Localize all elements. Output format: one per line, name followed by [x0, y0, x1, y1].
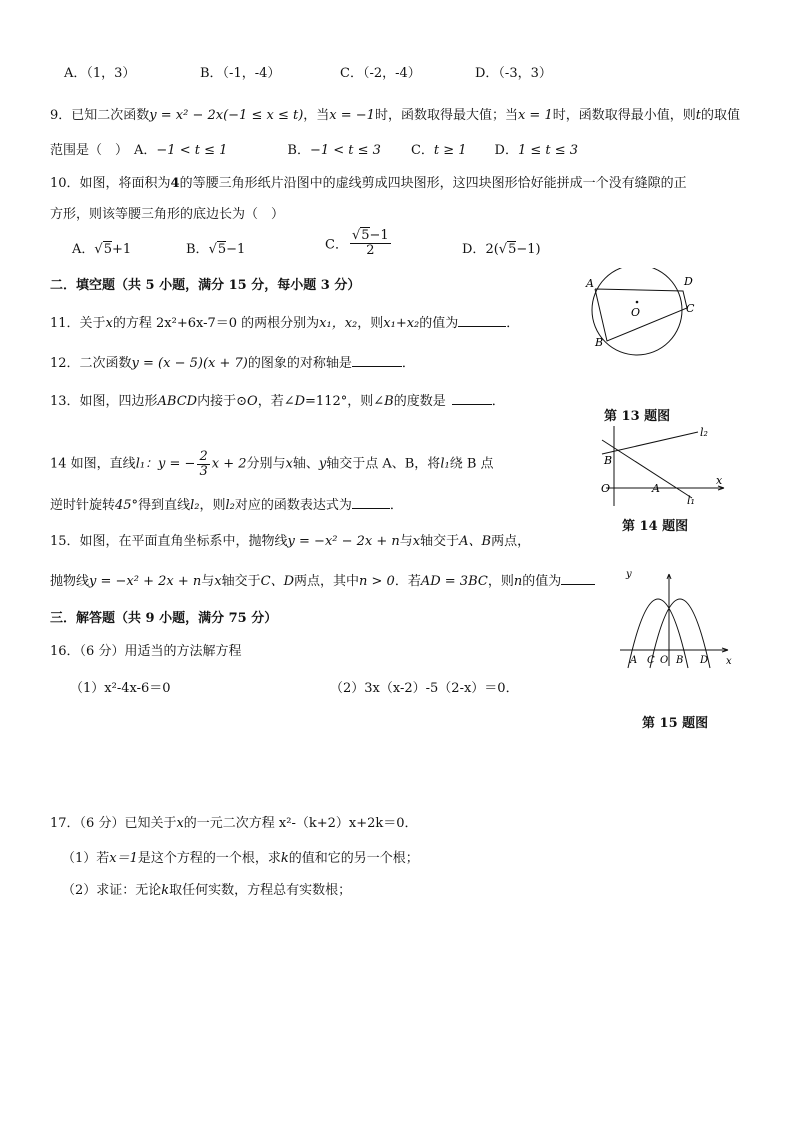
q9-function: y = x² − 2x(−1 ≤ x ≤ t) [149, 108, 304, 123]
q10-option-c-fraction: $\frac{√5-1}{2}$ [351, 228, 389, 258]
q17-text: 取任何实数，方程总有实数根； [169, 883, 352, 898]
q14-text: 绕 B 点 [449, 456, 494, 472]
q10-line2: 方形，则该等腰三角形的底边长为（ ） [50, 207, 285, 222]
q14-line1 [50, 450, 494, 478]
q9-variable: t [695, 108, 701, 123]
q10-option-c-tail: −1 [369, 228, 389, 243]
label-o: O [631, 306, 641, 319]
q15-line2 [50, 570, 595, 589]
q10-option-b: B．√5−1 [186, 242, 246, 257]
q8-option-d: D．（-3，3） [475, 66, 552, 81]
q15-text: 轴交于 [420, 534, 460, 549]
q11-variable: x [105, 316, 113, 331]
label-o: O [601, 482, 611, 495]
q10-option-c [325, 229, 393, 257]
label-d: D [684, 275, 693, 288]
q16-part2: （2）3x（x-2）-5（2-x）＝0． [330, 681, 519, 696]
q14-angle: 45° [115, 498, 139, 513]
q9-option-a-label: A． [134, 143, 157, 158]
figure-15-caption: 第 15 题图 [642, 716, 709, 731]
q11-text: ． [506, 316, 520, 331]
q14-x-axis: x [285, 456, 293, 472]
label-c: C [647, 655, 655, 666]
q10-option-a-label: A． [72, 242, 95, 257]
q11-text: 11．关于 [50, 316, 106, 331]
q16-part1: （1）x²-4x-6＝0 [70, 681, 171, 696]
q17-text: 是这个方程的一个根，求 [137, 851, 281, 866]
figure-13-caption: 第 13 题图 [604, 409, 671, 424]
q10-option-a: A．√5+1 [72, 242, 132, 257]
q9-line2 [50, 139, 578, 158]
q13-text: 13．如图，四边形 [50, 394, 158, 409]
figure-15 [614, 570, 734, 672]
q9-condition: x = −1 [329, 108, 375, 123]
label-b: B [676, 655, 684, 666]
q17-condition: x＝1 [109, 851, 138, 866]
q9-text: ，当 [303, 108, 330, 123]
line-l1 [602, 440, 692, 498]
q10-option-b-tail: −1 [226, 242, 246, 257]
q9-option-b: −1 < t ≤ 3 [309, 143, 381, 158]
q14-line2 [50, 494, 403, 513]
q15-text: 两点， [491, 534, 531, 549]
q15-text: 与 [399, 534, 413, 549]
q12 [50, 352, 415, 371]
q11-text: ，则 [357, 316, 384, 331]
q9-text: 范围是（ ） [50, 143, 129, 158]
q12-text: ． [401, 356, 415, 371]
q12-answer-blank[interactable] [352, 366, 402, 367]
q14-text: ，则 [199, 498, 226, 513]
q15-text: 15．如图，在平面直角坐标系中，抛物线 [50, 534, 288, 549]
q15-equation: AD = 3BC [420, 574, 488, 589]
q9-option-a: −1 < t ≤ 1 [156, 143, 228, 158]
q9-text: 时，函数取得最小值，则 [552, 108, 696, 123]
q9-option-d-label: D． [494, 143, 518, 158]
section2-title: 二．填空题（共 5 小题，满分 15 分，每小题 3 分） [50, 278, 361, 293]
label-a: A [630, 655, 638, 666]
q10-option-d-tail: −1) [516, 242, 541, 257]
q10-option-b-radicand: 5 [217, 242, 227, 257]
q10-option-d-head: 2( [485, 242, 499, 257]
q10-text: 的等腰三角形纸片沿图中的虚线剪成四块图形，这四块图形恰好能拼成一个没有缝隙的正 [179, 176, 687, 191]
q9-option-c-label: C． [410, 143, 434, 158]
label-x: x [716, 474, 723, 487]
q17-part1 [62, 847, 419, 866]
label-c: C [686, 302, 695, 315]
q10-option-d: D．2(√5−1) [462, 242, 541, 257]
q17-text: 的一元二次方程 x²-（k+2）x+2k＝0． [183, 816, 418, 831]
q17-text: 17．（6 分）已知关于 [50, 816, 177, 831]
q8-option-a: A．（1，3） [64, 66, 136, 81]
q15-parabola-2: y = −x² + 2x + n [89, 574, 202, 589]
q9-option-b-label: B． [287, 143, 310, 158]
q15-text: ，则 [487, 574, 514, 589]
q10-option-d-label: D． [462, 242, 486, 257]
q11-text: 的值为 [419, 316, 459, 331]
q14-text: 轴交于点 A、B，将 [326, 456, 441, 472]
label-y: y [626, 570, 632, 580]
q11-answer-blank[interactable] [458, 326, 506, 327]
q15-text: 抛物线 [50, 574, 90, 589]
q9-option-c: t ≥ 1 [433, 143, 467, 158]
q15-x-axis: x [214, 574, 222, 589]
q15-x-axis: x [412, 534, 421, 549]
q15-condition: n > 0 [359, 574, 395, 589]
q14-text: 对应的函数表达式为 [234, 498, 352, 513]
q9-text: 时，函数取得最大值；当 [374, 108, 518, 123]
q11-sum: x₁+x₂ [383, 316, 420, 331]
label-l2: l₂ [700, 426, 708, 439]
label-a: A [652, 482, 660, 495]
q10-option-a-tail: +1 [111, 242, 132, 257]
q14-text: 逆时针旋转 [50, 498, 116, 513]
q17 [50, 812, 418, 831]
label-b: B [604, 454, 613, 467]
q13-answer-blank[interactable] [452, 404, 492, 405]
q14-text: 分别与 [246, 456, 286, 472]
q14-text: ． [389, 498, 403, 513]
q14-answer-blank[interactable] [352, 508, 390, 509]
q17-text: （1）若 [62, 851, 110, 866]
label-d: D [700, 655, 709, 666]
q13-angle-d: D [294, 394, 306, 409]
figure-14 [588, 420, 728, 512]
section3-title: 三．解答题（共 9 小题，满分 75 分） [50, 611, 278, 626]
q16: 16．（6 分）用适当的方法解方程 [50, 644, 242, 659]
q9-number: 9．已知二次函数 [50, 108, 150, 123]
q15-points-cd: C、D [260, 574, 294, 589]
q10-option-d-radicand: 5 [508, 242, 517, 257]
q12-text: 的图象的对称轴是 [247, 356, 352, 371]
line-l2 [602, 432, 698, 454]
q8-option-b: B．（-1，-4） [200, 66, 281, 81]
q13-angle-b: B [384, 394, 394, 409]
q15-text: 两点，其中 [294, 574, 360, 589]
q9-line1 [50, 104, 740, 123]
q14-expression: x + 2 [211, 456, 247, 472]
q17-variable-k: k [280, 851, 289, 866]
label-l1: l₁ [687, 494, 695, 507]
label-x: x [726, 656, 732, 667]
q14-y-axis: y [318, 456, 327, 472]
figure-13 [580, 268, 700, 388]
q10-option-c-radicand: 5 [361, 228, 370, 243]
q12-function: y = (x − 5)(x + 7) [131, 356, 248, 371]
label-b: B [595, 336, 604, 349]
q14-fraction-numerator: 2 [199, 449, 208, 464]
q15-variable-n: n [513, 574, 523, 589]
figure-14-caption: 第 14 题图 [622, 519, 689, 534]
q13-quad: ABCD [157, 394, 198, 409]
q14-text: 轴、 [292, 456, 319, 472]
q15-points-ab: A、B [459, 534, 492, 549]
q15-text: 与 [201, 574, 215, 589]
q8-option-c: C．（-2，-4） [340, 66, 421, 81]
q13-text: ，若∠ [257, 394, 295, 409]
q15-line1 [50, 530, 530, 549]
q15-answer-blank[interactable] [561, 584, 595, 585]
q14-text: 14 如图，直线 [50, 456, 136, 472]
q14-line-l1: l₁：y = − [135, 456, 196, 472]
q17-text: （2）求证：无论 [62, 883, 162, 898]
q12-text: 12．二次函数 [50, 356, 132, 371]
q11-roots: x₁，x₂ [319, 316, 358, 331]
quadrilateral-abcd [595, 289, 687, 341]
q13-text: =112°，则∠ [305, 394, 385, 409]
q9-text: 的取值 [700, 108, 740, 123]
q11-text: 的方程 2x²+6x-7＝0 的两根分别为 [112, 316, 320, 331]
label-a: A [586, 277, 594, 290]
q13-text: 内接于⊙ [197, 394, 248, 409]
q14-line-l2: l₂ [190, 498, 200, 513]
q13-text: ． [491, 394, 505, 409]
q14-line-l2-ref: l₂ [225, 498, 235, 513]
q14-text: 得到直线 [138, 498, 191, 513]
q17-variable: x [176, 816, 184, 831]
q15-text: ．若 [394, 574, 421, 589]
q13 [50, 390, 505, 409]
label-o: O [660, 655, 669, 666]
q10-area: 4 [170, 176, 180, 191]
q17-variable-k: k [161, 883, 170, 898]
q10-option-b-label: B． [186, 242, 209, 257]
q10-option-c-denominator: 2 [366, 242, 375, 258]
q10-line1 [50, 172, 687, 191]
q14-fraction [197, 450, 209, 478]
q11 [50, 312, 519, 331]
q10-option-a-radicand: 5 [103, 242, 112, 257]
q17-text: 的值和它的另一个根； [288, 851, 419, 866]
q9-option-d: 1 ≤ t ≤ 3 [517, 143, 579, 158]
q10-option-c-label: C． [325, 237, 348, 253]
q15-parabola-1: y = −x² − 2x + n [287, 534, 400, 549]
q9-condition: x = 1 [517, 108, 553, 123]
q15-text: 的值为 [522, 574, 562, 589]
q15-text: 轴交于 [221, 574, 261, 589]
q13-circle: O [247, 394, 258, 409]
q13-text: 的度数是 [393, 394, 446, 409]
q10-text: 10．如图，将面积为 [50, 176, 171, 191]
center-point [636, 301, 639, 304]
q14-fraction-denominator: 3 [199, 463, 208, 479]
q17-part2 [62, 879, 351, 898]
q14-line-l1-ref: l₁ [440, 456, 450, 472]
